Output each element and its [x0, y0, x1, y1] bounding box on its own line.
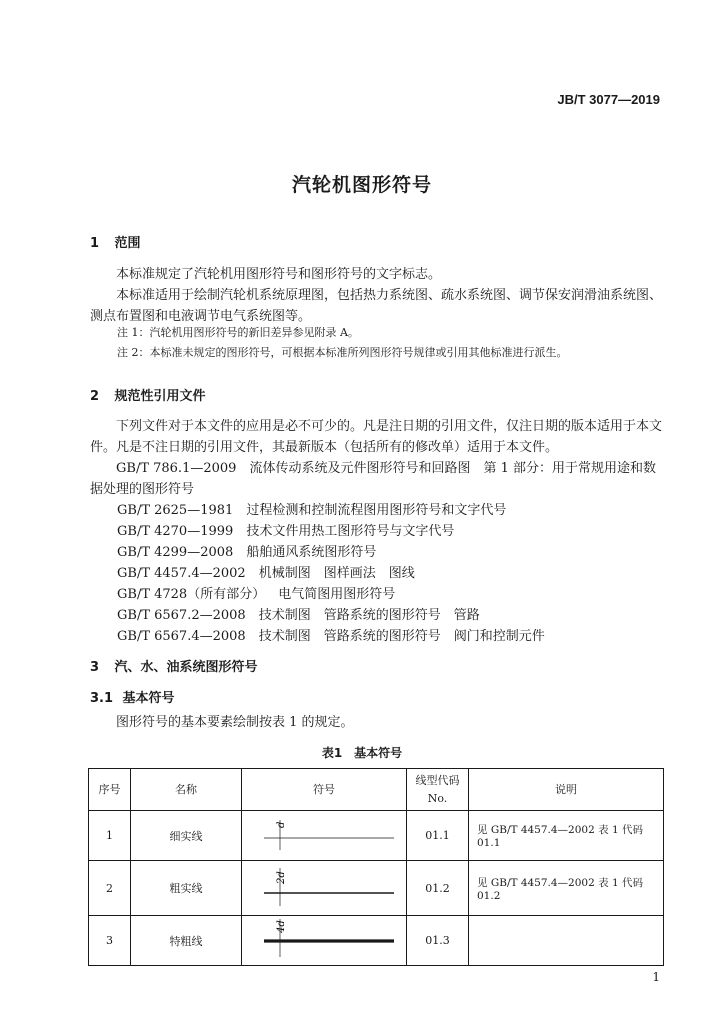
section-title: 汽、水、油系统图形符号 — [114, 660, 258, 675]
header-symbol: 符号 — [242, 769, 407, 811]
reference-title: 过程检测和控制流程图用图形符号和文字代号 — [246, 503, 507, 518]
section-2-paragraph-1: 下列文件对于本文件的应用是必不可少的。凡是注日期的引用文件，仅注日期的版本适用于本文件。凡是不注日期的引用文件，其最新版本（包括所有的修改单）适用于本文件。 — [90, 419, 663, 455]
reference-item — [90, 458, 664, 500]
section-1-heading — [90, 232, 141, 251]
reference-title: 技术文件用热工图形符号与文字代号 — [246, 524, 455, 539]
table-row — [89, 916, 664, 966]
cell-seq: 2 — [89, 861, 131, 916]
reference-item — [117, 500, 506, 521]
subsection-3-1-paragraph: 图形符号的基本要素绘制按表 1 的规定。 — [116, 715, 354, 730]
cell-name: 粗实线 — [131, 861, 242, 916]
reference-code: GB/T 4270—1999 — [117, 524, 234, 539]
reference-title: 流体传动系统及元件图形符号和回路图 第 1 部分：用于常规用途和数据处理的图形符号 — [90, 461, 656, 497]
cell-code: 01.3 — [407, 916, 469, 966]
extra-thick-line-symbol — [244, 917, 404, 961]
header-explain: 说明 — [469, 769, 664, 811]
cell-explain: 见 GB/T 4457.4—2002 表 1 代码 01.1 — [469, 811, 664, 861]
cell-code: 01.1 — [407, 811, 469, 861]
table-header-row — [89, 769, 664, 811]
reference-title: 技术制图 管路系统的图形符号 阀门和控制元件 — [258, 629, 545, 644]
reference-code: GB/T 786.1—2009 — [116, 461, 237, 476]
subsection-number: 3.1 — [90, 691, 114, 706]
thick-line-symbol — [244, 864, 404, 910]
cell-symbol — [242, 861, 407, 916]
reference-code: GB/T 4299—2008 — [117, 545, 234, 560]
reference-item — [117, 626, 545, 647]
cell-name: 特粗线 — [131, 916, 242, 966]
reference-item — [117, 584, 395, 605]
note-1: 注 1：汽轮机用图形符号的新旧差异参见附录 A。 — [117, 326, 359, 339]
page-number: 1 — [652, 970, 660, 984]
subsection-3-1-heading — [90, 687, 175, 706]
reference-code: GB/T 6567.2—2008 — [117, 608, 246, 623]
dimension-label: 2d — [276, 870, 287, 884]
reference-code: GB/T 4457.4—2002 — [117, 566, 246, 581]
section-1-paragraph-2: 本标准适用于绘制汽轮机系统原理图，包括热力系统图、疏水系统图、调节保安润滑油系统图、测点布置图和电液调节电气系统图等。 — [90, 288, 663, 324]
header-code — [407, 769, 469, 811]
note-2: 注 2：本标准未规定的图形符号，可根据本标准所列图形符号规律或引用其他标准进行派生。 — [117, 346, 568, 359]
reference-item — [117, 521, 454, 542]
cell-symbol — [242, 916, 407, 966]
reference-item — [117, 605, 480, 626]
cell-symbol — [242, 811, 407, 861]
section-3-heading — [90, 656, 258, 675]
reference-title: 技术制图 管路系统的图形符号 管路 — [258, 608, 480, 623]
reference-code: GB/T 2625—1981 — [117, 503, 234, 518]
section-2-heading — [90, 385, 206, 404]
reference-title: 机械制图 图样画法 图线 — [258, 566, 415, 581]
cell-code: 01.2 — [407, 861, 469, 916]
document-title: 汽轮机图形符号 — [291, 174, 432, 196]
section-title: 规范性引用文件 — [114, 389, 206, 404]
cell-name: 细实线 — [131, 811, 242, 861]
header-seq: 序号 — [89, 769, 131, 811]
thin-line-symbol — [244, 814, 404, 854]
reference-title: 船舶通风系统图形符号 — [246, 545, 377, 560]
cell-explain: 见 GB/T 4457.4—2002 表 1 代码 01.2 — [469, 861, 664, 916]
section-1-paragraph-1: 本标准规定了汽轮机用图形符号和图形符号的文字标志。 — [116, 267, 442, 282]
header-code-line1: 线型代码 — [415, 773, 460, 787]
standard-number: JB/T 3077—2019 — [557, 92, 660, 107]
section-number: 1 — [90, 236, 100, 251]
table-row — [89, 861, 664, 916]
subsection-title: 基本符号 — [122, 691, 175, 706]
section-number: 3 — [90, 660, 100, 675]
header-name: 名称 — [131, 769, 242, 811]
reference-code: GB/T 4728（所有部分） — [117, 587, 266, 602]
cell-seq: 1 — [89, 811, 131, 861]
cell-seq: 3 — [89, 916, 131, 966]
reference-item — [117, 542, 376, 563]
dimension-label: 4d — [276, 920, 287, 933]
table-row — [89, 811, 664, 861]
reference-code: GB/T 6567.4—2008 — [117, 629, 246, 644]
reference-item — [117, 563, 415, 584]
section-title: 范围 — [114, 236, 141, 251]
dimension-label: d — [276, 821, 287, 828]
table-caption: 表1 基本符号 — [321, 746, 403, 760]
section-number: 2 — [90, 389, 100, 404]
header-code-line2: No. — [427, 791, 448, 805]
basic-symbols-table — [88, 768, 664, 966]
cell-explain — [469, 916, 664, 966]
reference-title: 电气简图用图形符号 — [278, 587, 396, 602]
